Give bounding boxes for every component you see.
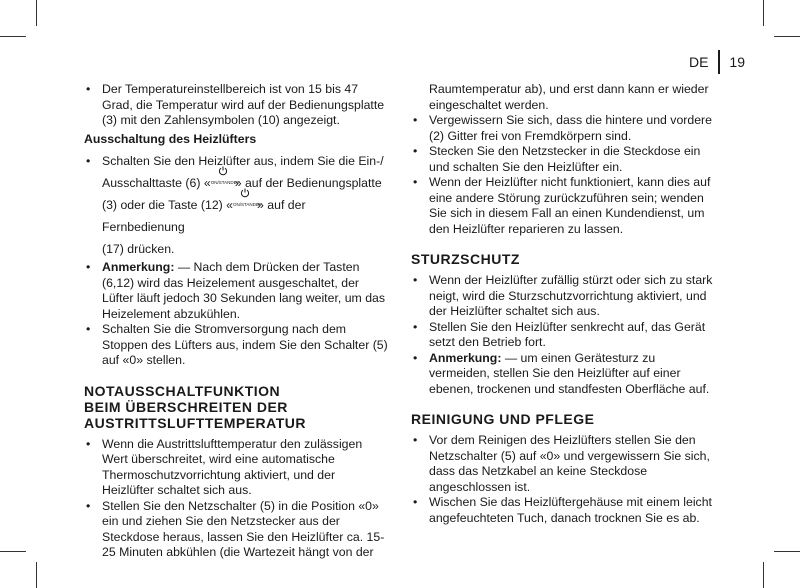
list-item-text: Ausschalttaste (6) « <box>102 176 211 190</box>
list-item <box>411 351 716 398</box>
crop-mark <box>763 0 764 26</box>
subheading-ausschaltung: Ausschaltung des Heizlüfters <box>84 131 257 146</box>
power-icon-label: ON/STANDBY <box>210 180 240 185</box>
list-item <box>411 82 716 113</box>
list-item-text: Stellen Sie den Heizlüfter senkrecht auf, das Gerät setzt den Betrieb fort. <box>429 319 706 349</box>
heading-line: NOTAUSSCHALTFUNKTION <box>84 382 281 399</box>
list-item <box>411 144 716 175</box>
crop-mark <box>774 551 800 552</box>
header-divider <box>718 50 720 74</box>
list-item <box>411 273 716 320</box>
list-item-text: Der Temperatureinstellbereich ist von 15 bis 47 Grad, die Temperatur wird auf der Bedienungsplatte (3) mit den Zahlensymbolen (10) angezeigt. <box>102 82 385 127</box>
crop-mark <box>0 551 26 552</box>
intro-list <box>84 82 389 129</box>
heading-line: AUSTRITTSLUFTTEMPERATUR <box>84 414 306 431</box>
list-item-text: (17) drücken. <box>102 242 175 256</box>
list-item <box>411 175 716 237</box>
crop-mark <box>763 562 764 588</box>
heading-line: BEIM ÜBERSCHREITEN DER <box>84 398 288 415</box>
list-item <box>84 82 389 129</box>
list-item <box>411 320 716 351</box>
note-label: Anmerkung: <box>102 260 175 274</box>
list-item-text: Wenn die Austrittslufttemperatur den zulässigen Wert überschreitet, wird eine automatische Thermoschutzvorrichtung aktiviert, und der Heizlüfter schaltet sich aus. <box>102 436 363 497</box>
list-item-text: » auf der Fernbedienung <box>102 198 306 234</box>
list-item <box>84 322 389 369</box>
heading-reinigung: REINIGUNG UND PFLEGE <box>411 411 595 427</box>
note-label: Anmerkung: <box>429 350 502 365</box>
list-item <box>411 495 716 526</box>
page-header <box>689 50 745 74</box>
list-item-text: Schalten Sie die Stromversorgung nach dem Stoppen des Lüfters aus, indem Sie den Schalter (5) auf «0» stellen. <box>102 322 388 367</box>
list-item-text: Vor dem Reinigen des Heizlüfters stellen Sie den Netzschalter (5) auf «0» und vergewissern Sie sich, dass das Netzkabel an keine Steckdose angeschlossen ist. <box>429 433 710 494</box>
list-item <box>411 433 716 495</box>
right-column <box>411 82 716 526</box>
list-item-text: Wischen Sie das Heizlüftergehäuse mit einem leicht angefeuchteten Tuch, danach trocknen Sie es ab. <box>429 495 712 525</box>
list-item-text: Wenn der Heizlüfter zufällig stürzt oder sich zu stark neigt, wird die Sturzschutzvorrichtung aktiviert, und der Heizlüfter schaltet sich aus. <box>429 273 713 318</box>
list-item-text: Wenn der Heizlüfter nicht funktioniert, kann dies auf eine andere Störung zurückzuführen sein; wenden Sie sich in diesem Fall an einen Kundendienst, um den Heizlüfter reparieren zu lassen. <box>429 175 711 236</box>
left-column <box>84 82 389 561</box>
language-code: DE <box>688 54 709 70</box>
crop-mark <box>774 36 800 37</box>
heading-sturzschutz: STURZSCHUTZ <box>411 251 520 267</box>
list-item-text: — Nach dem Drücken der Tasten (6,12) wird das Heizelement ausgeschaltet, der Lüfter läuft jedoch 30 Sekunden lang weiter, um das Heizelement abzukühlen. <box>102 260 386 321</box>
continuation-list <box>411 82 716 237</box>
notaus-list <box>84 437 389 561</box>
list-item <box>411 113 716 144</box>
list-item-text: Schalten Sie den Heizlüfter aus, indem Sie die Ein-/ <box>102 154 384 168</box>
heading-notausschaltfunktion <box>84 383 389 431</box>
list-item <box>84 150 389 260</box>
sturzschutz-list <box>411 273 716 397</box>
ausschaltung-list <box>84 150 389 369</box>
crop-mark <box>36 562 37 588</box>
page-number: 19 <box>729 54 745 70</box>
list-item <box>84 499 389 561</box>
list-item-text: » auf der Bedienungsplatte <box>234 176 382 190</box>
power-icon <box>210 174 240 189</box>
list-item-text: Raumtemperatur ab), und erst dann kann er wieder eingeschaltet werden. <box>429 82 709 112</box>
list-item-text: Stecken Sie den Netzstecker in die Steckdose ein und schalten Sie den Heizlüfter ein. <box>429 144 701 174</box>
list-item-text: Vergewissern Sie sich, dass die hintere und vordere (2) Gitter frei von Fremdkörpern sind. <box>429 113 712 143</box>
power-icon-label: ON/STANDBY <box>233 202 262 207</box>
reinigung-list <box>411 433 716 526</box>
crop-mark <box>0 36 26 37</box>
list-item-text: — um einen Gerätesturz zu vermeiden, stellen Sie den Heizlüfter auf einer ebenen, trockenen und standfesten Oberfläche auf. <box>429 350 710 396</box>
crop-mark <box>36 0 37 26</box>
list-item <box>84 437 389 499</box>
power-icon <box>233 196 262 211</box>
list-item <box>84 260 389 322</box>
list-item-text: (3) oder die Taste (12) « <box>102 198 234 212</box>
list-item-text: Stellen Sie den Netzschalter (5) in die Position «0» ein und ziehen Sie den Netzstecker aus der Steckdose heraus, lassen Sie den Heizlüfter ca. 15-25 Minuten abkühlen (die Wartezeit hängt von der <box>102 498 385 559</box>
